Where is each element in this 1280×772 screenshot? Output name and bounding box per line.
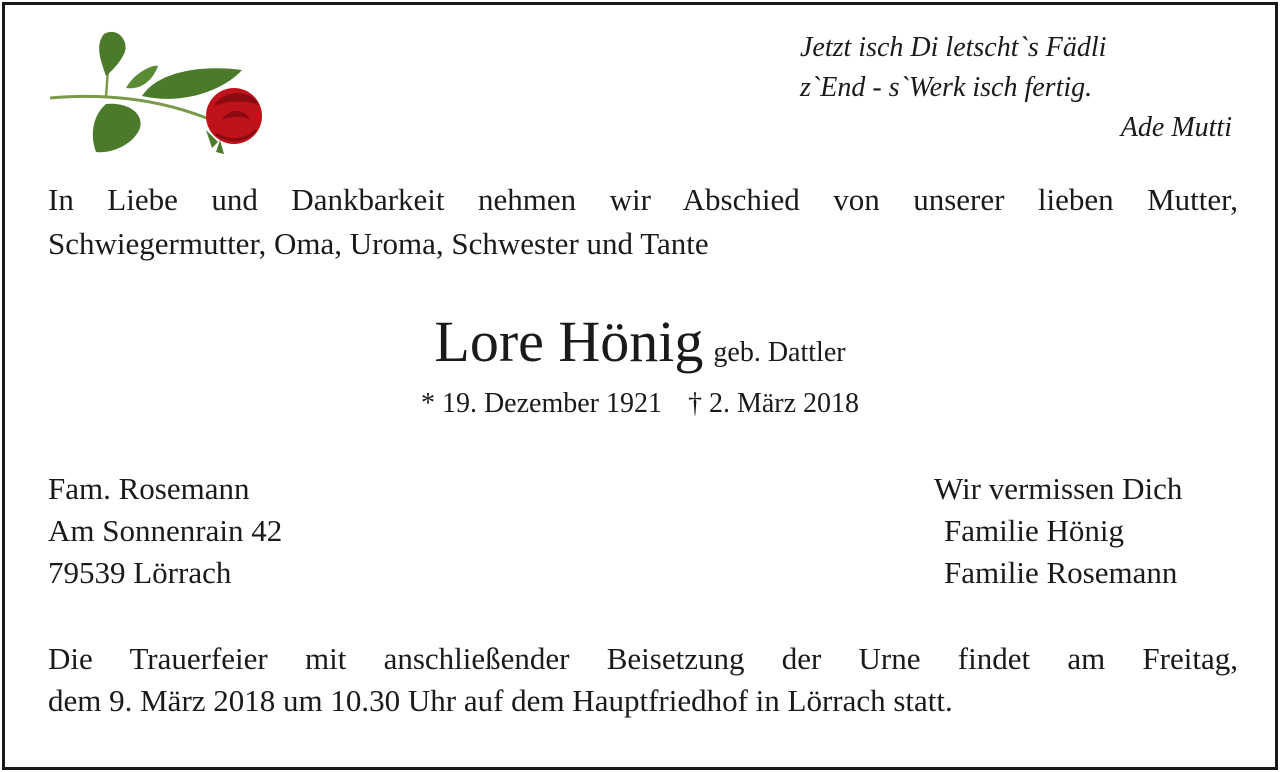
service-notice — [48, 638, 1238, 722]
poem-signature: Ade Mutti — [1120, 112, 1232, 143]
poem-line: Jetzt isch Di letscht`s Fädli — [800, 32, 1107, 63]
deceased-name: Lore Hönig — [434, 309, 704, 374]
address-line: Am Sonnenrain 42 — [48, 513, 283, 548]
mourners-line: Wir vermissen Dich — [934, 471, 1183, 506]
rose-icon — [46, 24, 271, 159]
address-line: 79539 Lörrach — [48, 555, 232, 590]
mourners-line: Familie Rosemann — [944, 555, 1178, 590]
service-line: dem 9. März 2018 um 10.30 Uhr auf dem Hauptfriedhof in Lörrach statt. — [48, 683, 953, 718]
intro-line: In Liebe und Dankbarkeit nehmen wir Abschied von unserer lieben Mutter, — [48, 182, 1238, 217]
address-line: Fam. Rosemann — [48, 471, 250, 506]
mourners-line: Familie Hönig — [944, 513, 1124, 548]
poem — [800, 28, 1240, 148]
mourners — [934, 468, 1182, 594]
life-dates — [0, 388, 1280, 420]
intro-line: Schwiegermutter, Oma, Uroma, Schwester und Tante — [48, 226, 709, 261]
service-line: Die Trauerfeier mit anschließender Beisetzung der Urne findet am Freitag, — [48, 641, 1238, 676]
family-address — [48, 468, 282, 594]
birth-date: * 19. Dezember 1921 — [420, 388, 662, 419]
deceased-name-line — [0, 308, 1280, 375]
poem-line: z`End - s`Werk isch fertig. — [800, 72, 1093, 103]
intro-text — [48, 178, 1238, 266]
death-date: † 2. März 2018 — [687, 388, 860, 419]
maiden-name: geb. Dattler — [713, 337, 846, 368]
